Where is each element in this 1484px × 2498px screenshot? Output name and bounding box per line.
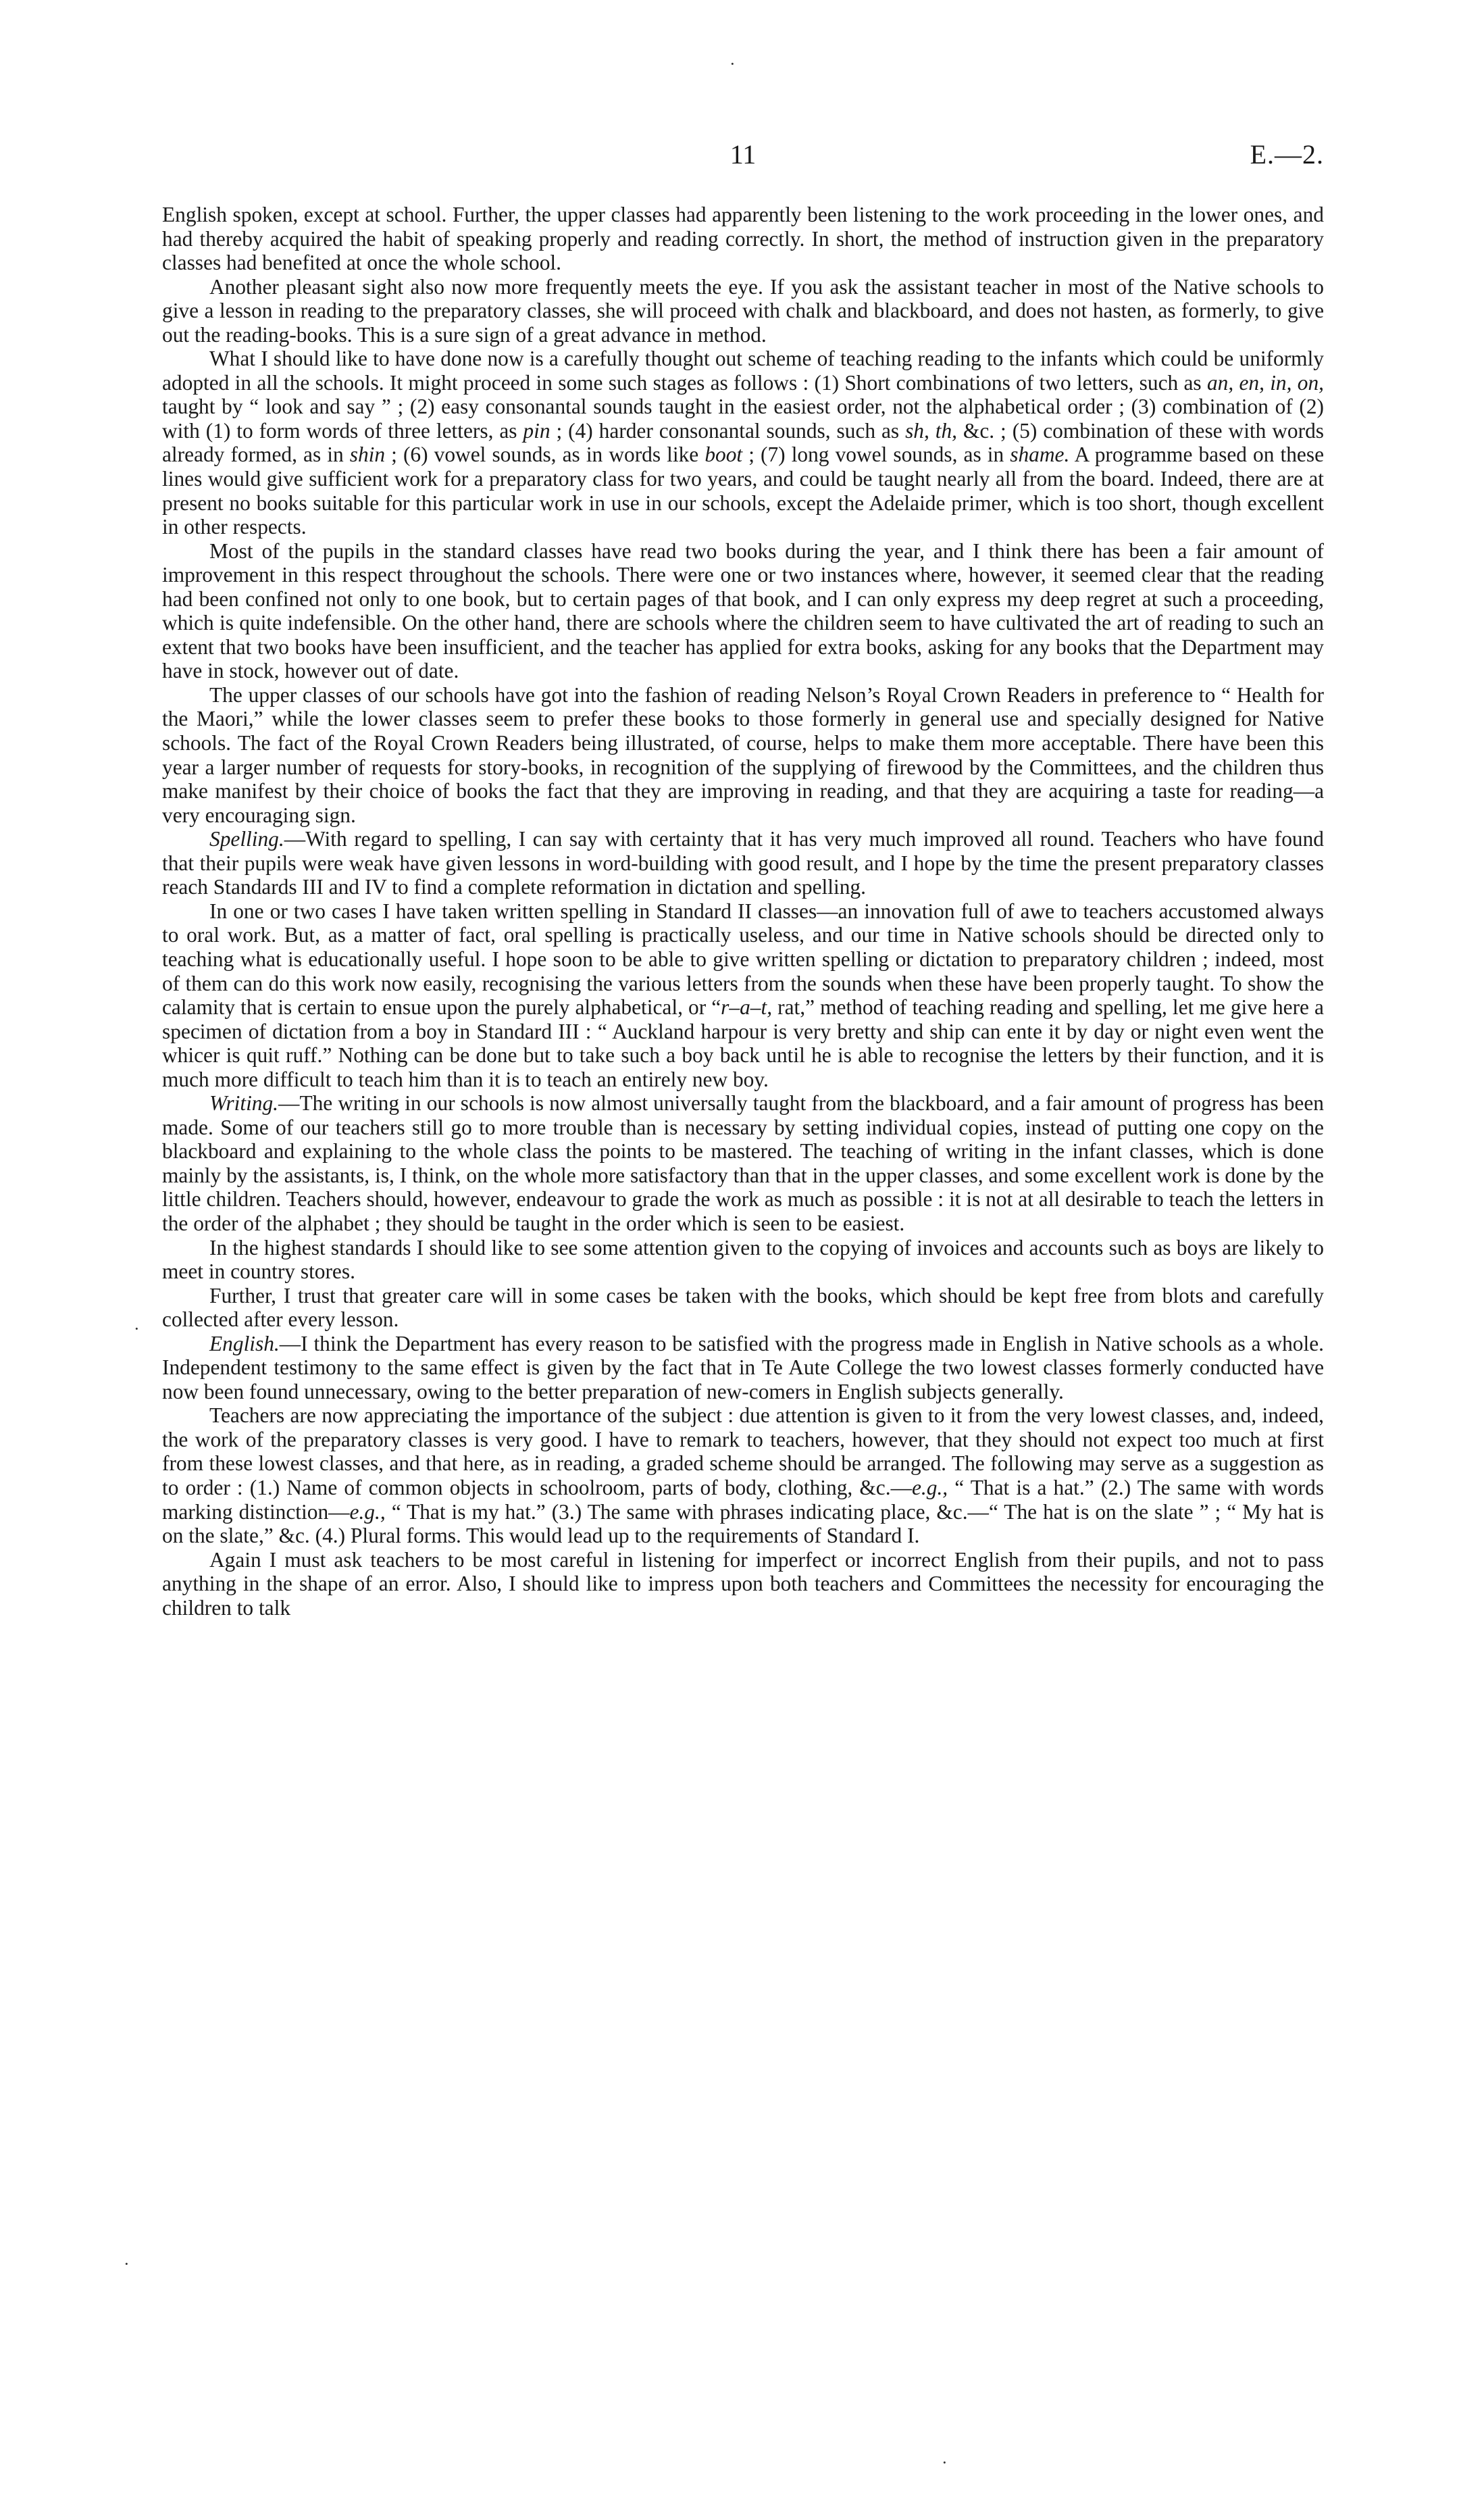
paragraph-p1 [162,203,1324,275]
paragraph-p10 [162,1284,1324,1332]
italic-text: an, en, in, on, [1206,370,1324,395]
italic-text: boot [705,443,743,467]
paragraph-text: ; (6) vowel sounds, as in words like [385,443,705,467]
scan-speck: · [134,1319,140,1339]
paragraph-text: A programme based on these lines would give sufficient work for a preparatory class for two years, and could be taught nearly all from the board. Indeed, there are at present no books suitable for this particular work in use in our schools, except the Adelaide primer, which is too short, though excellent in other respects. [162,443,1324,539]
paragraph-text: In one or two cases I have taken written spelling in Standard II classes—an innovation full of awe to teachers accustomed always to oral work. But, as a matter of fact, oral spelling is practically useless, and our time in Native schools should be directed only to teaching what is educationally useful. I hope soon to be able to give written spelling or dictation to preparatory children ; indeed, most of them can do this work now easily, recognising the various letters from the sounds when these have been properly taught. To show the calamity that is certain to ensue upon the purely alphabetical, or “ [162,899,1324,1020]
scan-speck: · [730,54,736,74]
paragraph-text: In the highest standards I should like to see some attention given to the copying of invoices and accounts such as boys are likely to meet in country stores. [162,1235,1324,1284]
page-header [162,139,1324,179]
paragraph-text: Again I must ask teachers to be most careful in listening for imperfect or incorrect English from their pupils, and not to pass anything in the shape of an error. Also, I should like to impress upon both teachers and Committees the necessity for encouraging the children to talk [162,1547,1324,1620]
paragraph-text: Most of the pupils in the standard classes have read two books during the year, and I think there has been a fair amount of improvement in this respect throughout the schools. There were one or two instances where, however, it seemed clear that the reading had been confined not only to one book, but to certain pages of that book, and I can only express my deep regret at such a proceeding, which is quite indefensible. On the other hand, there are schools where the children seem to have cultivated the art of reading to such an extent that two books have been insufficient, and the teacher has applied for extra books, asking for any books that the Department may have in stock, however out of date. [162,539,1324,683]
paragraph-p6 [162,827,1324,899]
paragraph-text: &c. ; (5) combination of these with words already formed, as in [162,418,1324,467]
paragraph-p3 [162,347,1324,539]
paragraph-p11 [162,1332,1324,1404]
paragraph-p9 [162,1236,1324,1284]
body-text [162,203,1324,1620]
italic-text: English. [209,1331,280,1355]
italic-text: r–a–t, [721,995,773,1020]
paragraph-p8 [162,1091,1324,1235]
paragraph-text: rat,” method of teaching reading and spelling, let me give here a specimen of dictation from a boy in Standard III : “ Auckland harpour is very bretty and ship can ente it by day or night even went the whicer is quit ruff.” Nothing can be done but to take such a boy back until he is able to recognise the letters by their function, and it is much more difficult to teach him than it is to teach an entirely new boy. [162,995,1324,1091]
paragraph-text: Another pleasant sight also now more frequently meets the eye. If you ask the assistant teacher in most of the Native schools to give a lesson in reading to the preparatory classes, she will proceed with chalk and blackboard, and does not hasten, as formerly, to give out the reading-books. This is a sure sign of a great advance in method. [162,274,1324,347]
paragraph-text: “ That is a hat.” (2.) The same with words marking distinction— [162,1475,1324,1524]
italic-text: pin [523,418,551,443]
scan-speck: · [942,2453,948,2472]
italic-text: Spelling. [209,827,284,851]
paragraph-text: “ That is my hat.” (3.) The same with phrases indicating place, &c.—“ The hat is on the slate ” ; “ My hat is on the slate,” &c. (4.) Plural forms. This would lead up to the requirements of Standard I. [162,1499,1324,1548]
italic-text: e.g., [349,1499,386,1524]
paragraph-text: —With regard to spelling, I can say with certainty that it has very much improved all round. Teachers who have found that their pupils were weak have given lessons in word-building with good result, and I hope by the time the present preparatory classes reach Standards III and IV to find a complete reformation in dictation and spelling. [162,827,1324,899]
paragraph-text: —I think the Department has every reason to be satisfied with the progress made in English in Native schools as a whole. Independent testimony to the same effect is given by the fact that in Te Aute College the two lowest classes formerly conducted have now been found unnecessary, owing to the better preparation of new-comers in English subjects generally. [162,1331,1324,1403]
paragraph-text: What I should like to have done now is a carefully thought out scheme of teaching reading to the infants which could be uniformly adopted in all the schools. It might proceed in some such stages as follows : (1) Short combinations of two letters, such as [162,347,1324,395]
paragraph-text: —The writing in our schools is now almost universally taught from the blackboard, and a fair amount of progress has been made. Some of our teachers still go to more trouble than is necessary by setting individual copies, instead of putting one copy on the blackboard and explaining to the whole class the points to be mastered. The teaching of writing in the infant classes, which is done mainly by the assistants, is, I think, on the whole more satisfactory than that in the upper classes, and some excellent work is done by the little children. Teachers should, however, endeavour to grade the work as much as possible : it is not at all desirable to teach the letters in the order of the alphabet ; they should be taught in the order which is seen to be easiest. [162,1091,1324,1235]
page-number: 11 [730,139,757,170]
scan-speck: · [124,2254,130,2274]
paragraph-p13 [162,1548,1324,1620]
paragraph-text: Further, I trust that greater care will in some cases be taken with the books, which should be kept free from blots and carefully collected after every lesson. [162,1283,1324,1332]
paragraph-text: ; (4) harder consonantal sounds, such as [550,418,906,443]
paragraph-p2 [162,275,1324,347]
series-code: E.—2. [1250,139,1324,170]
paragraph-text: Teachers are now appreciating the importance of the subject : due attention is given to it from the very lowest classes, and, indeed, the work of the preparatory classes is very good. I have to remark to teachers, however, that they should not expect too much at first from these lowest classes, and that here, as in reading, a graded scheme should be arranged. The following may serve as a suggestion as to order : (1.) Name of common objects in schoolroom, parts of body, clothing, &c.— [162,1403,1324,1499]
paragraph-text: taught by “ look and say ” ; (2) easy consonantal sounds taught in the easiest order, not the alphabetical order ; (3) combination of (2) with (1) to form words of three letters, as [162,395,1324,443]
paragraph-text: English spoken, except at school. Further, the upper classes had apparently been listening to the work proceeding in the lower ones, and had thereby acquired the habit of speaking properly and reading correctly. In short, the method of instruction given in the preparatory classes had benefited at once the whole school. [162,203,1324,275]
italic-text: shame. [1010,443,1070,467]
paragraph-text: The upper classes of our schools have got into the fashion of reading Nelson’s Royal Crown Readers in preference to “ Health for the Maori,” while the lower classes seem to prefer these books to those formerly in general use and specially designed for Native schools. The fact of the Royal Crown Readers being illustrated, of course, helps to make them more acceptable. There have been this year a larger number of requests for story-books, in recognition of the supplying of firewood by the Committees, and the children thus make manifest by their choice of books the fact that they are improving in reading, and that they are acquiring a taste for reading—a very encouraging sign. [162,682,1324,827]
italic-text: shin [349,443,386,467]
italic-text: e.g., [911,1475,948,1499]
italic-text: sh, th, [905,418,958,443]
paragraph-p7 [162,899,1324,1091]
paragraph-text: ; (7) long vowel sounds, as in [742,443,1010,467]
paragraph-p5 [162,683,1324,827]
paragraph-p4 [162,539,1324,683]
italic-text: Writing. [209,1091,279,1116]
paragraph-p12 [162,1403,1324,1547]
